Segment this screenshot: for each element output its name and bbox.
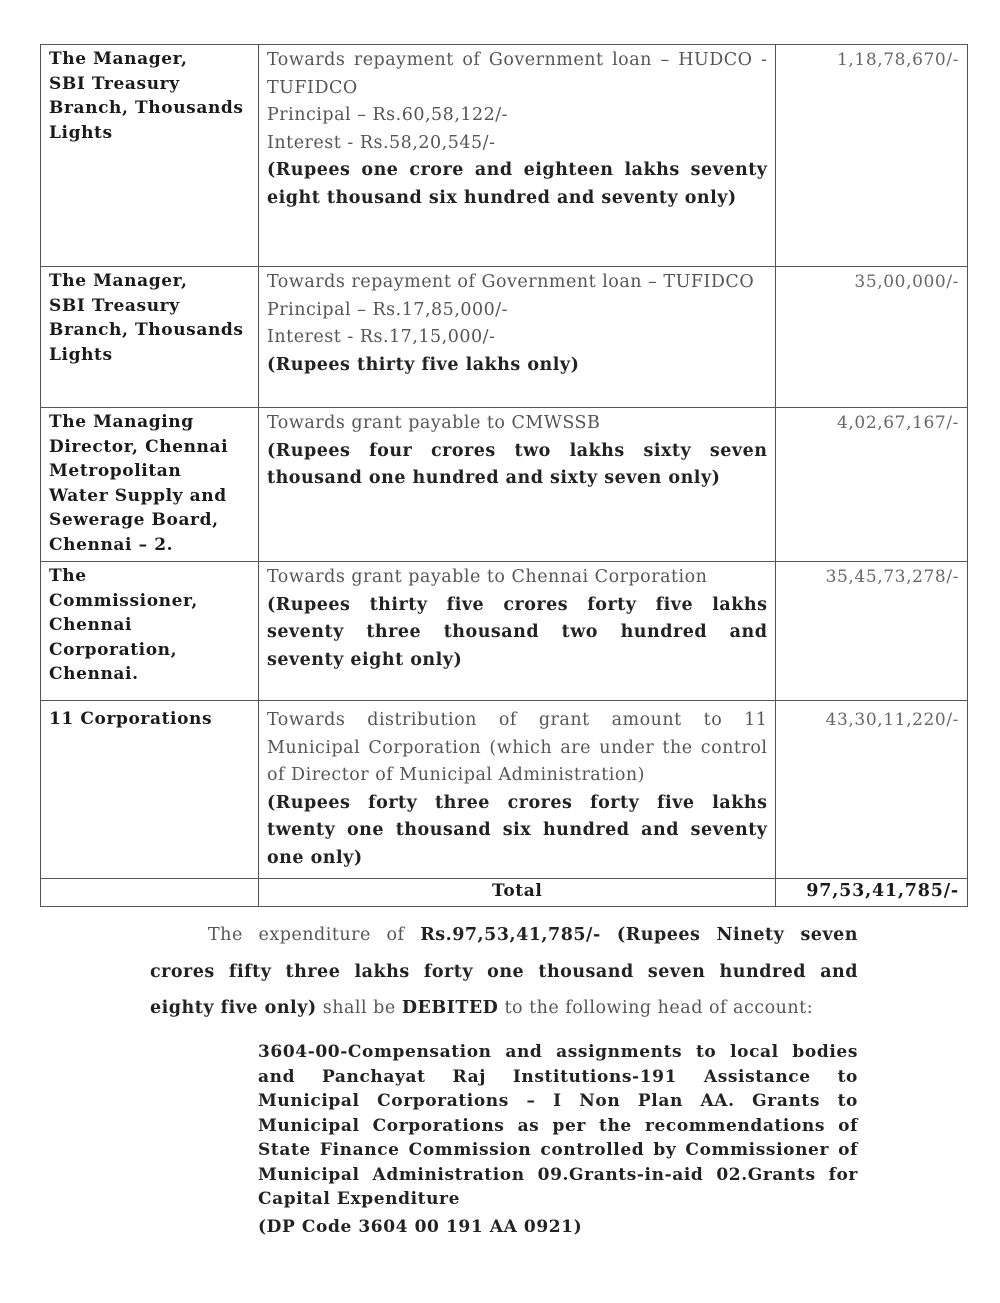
table-row — [41, 45, 968, 267]
interest-text: Interest - Rs.58,20,545/- — [266, 132, 496, 153]
payment-table — [40, 44, 968, 907]
payee-line: Branch, Thousands — [49, 320, 244, 340]
paragraph-text: shall be — [322, 998, 396, 1018]
payee-line: Water Supply and — [49, 485, 227, 506]
payee-line: The Managing — [49, 412, 194, 432]
payee-cell — [41, 408, 259, 562]
purpose-text: Towards distribution of grant amount to 11 Municipal Corporation (which are under the control of Director of Municipal Administration) — [266, 710, 768, 785]
payee-line: Sewerage Board, — [49, 510, 219, 530]
purpose-cell — [258, 408, 775, 562]
payee-line: Lights — [49, 344, 113, 365]
purpose-cell — [258, 267, 775, 408]
purpose-text: Towards repayment of Government loan – HUDCO - TUFIDCO — [266, 50, 768, 98]
total-amount: 97,53,41,785/- — [776, 879, 968, 907]
amount-in-words: (Rupees thirty five lakhs only) — [266, 354, 580, 375]
principal-text: Principal – Rs.60,58,122/- — [266, 105, 509, 125]
empty-cell — [41, 879, 259, 907]
expenditure-amount: Rs.97,53,41,785/- (Rupees Ninety seven crores fifty three lakhs forty one thousand seven hundred and eighty five only) — [150, 925, 858, 1018]
payee-line: SBI Treasury — [49, 73, 180, 94]
payee-cell — [41, 562, 259, 701]
table-row — [41, 701, 968, 879]
payee-line: The — [49, 566, 87, 586]
payee-line: Metropolitan — [49, 461, 182, 481]
purpose-text: Towards repayment of Government loan – TUFIDCO — [266, 272, 755, 292]
payee-line: Commissioner, — [49, 590, 198, 611]
table-row — [41, 562, 968, 701]
table-row — [41, 408, 968, 562]
debited-keyword: DEBITED — [401, 998, 499, 1018]
payee-cell — [41, 701, 259, 879]
amount-cell: 35,00,000/- — [776, 267, 968, 408]
payee-line: 11 Corporations — [49, 709, 213, 729]
total-row — [41, 879, 968, 907]
payee-line: The Manager, — [49, 271, 188, 291]
amount-cell: 4,02,67,167/- — [776, 408, 968, 562]
payee-line: Chennai — [49, 615, 133, 635]
purpose-text: Towards grant payable to Chennai Corporation — [266, 567, 708, 587]
purpose-cell — [258, 562, 775, 701]
head-of-account: 3604-00-Compensation and assignments to local bodies and Panchayat Raj Institutions-191 Assistance to Municipal Corporations – I Non Plan AA. Grants to Municipal Corporations as per the recommendations of State Finance Commission controlled by Commissioner of Municipal Administration 09.Grants-in-aid 02.Grants for Capital Expenditure — [258, 1042, 858, 1209]
amount-in-words: (Rupees one crore and eighteen lakhs seventy eight thousand six hundred and seventy only) — [266, 160, 768, 208]
paragraph-text: The expenditure of — [208, 925, 405, 945]
amount-in-words: (Rupees thirty five crores forty five lakhs seventy three thousand two hundred and seventy eight only) — [266, 594, 768, 670]
payee-line: Branch, Thousands — [49, 98, 244, 118]
amount-in-words: (Rupees four crores two lakhs sixty seven thousand one hundred and sixty seven only) — [266, 440, 768, 488]
payee-line: The Manager, — [49, 49, 188, 69]
paragraph-text: to the following head of account: — [504, 998, 814, 1018]
payee-line: SBI Treasury — [49, 295, 180, 316]
payee-line: Corporation, — [49, 639, 178, 660]
payee-line: Chennai – 2. — [49, 534, 174, 555]
payee-line: Chennai. — [49, 664, 139, 684]
total-label: Total — [258, 879, 775, 907]
purpose-cell — [258, 45, 775, 267]
payee-line: Director, Chennai — [49, 436, 229, 457]
dp-code: (DP Code 3604 00 191 AA 0921) — [258, 1217, 583, 1237]
purpose-text: Towards grant payable to CMWSSB — [266, 413, 601, 433]
payee-cell — [41, 45, 259, 267]
interest-text: Interest - Rs.17,15,000/- — [266, 327, 496, 347]
amount-cell: 43,30,11,220/- — [776, 701, 968, 879]
amount-cell: 1,18,78,670/- — [776, 45, 968, 267]
amount-cell: 35,45,73,278/- — [776, 562, 968, 701]
payee-cell — [41, 267, 259, 408]
expenditure-paragraph — [150, 917, 858, 1027]
table-row — [41, 267, 968, 408]
principal-text: Principal – Rs.17,85,000/- — [266, 299, 509, 320]
amount-in-words: (Rupees forty three crores forty five lakhs twenty one thousand six hundred and seventy one only) — [266, 792, 768, 868]
purpose-cell — [258, 701, 775, 879]
payee-line: Lights — [49, 122, 113, 143]
